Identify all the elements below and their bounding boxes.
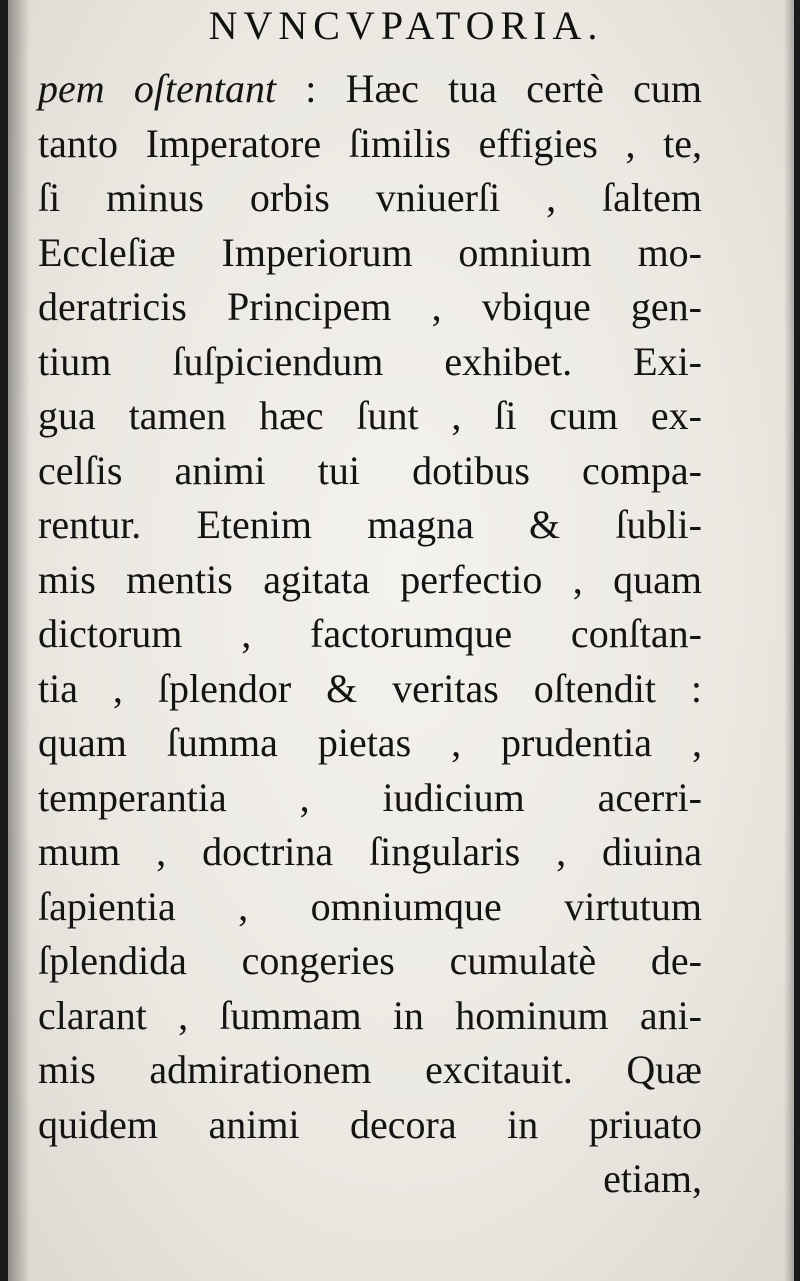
text-line: quidem animi decora in priuato (38, 1101, 702, 1147)
text-line: mis mentis agitata perfectio , quam (38, 556, 702, 602)
text-line: ſapientia , omniumque virtutum (38, 883, 702, 929)
text-line: tium ſuſpiciendum exhibet. Exi- (38, 338, 702, 384)
gutter-shadow (8, 0, 30, 1281)
text-line: temperantia , iudicium acerri- (38, 774, 702, 820)
book-page (8, 0, 794, 1281)
italic-phrase: pem oſtentant (38, 66, 277, 111)
text-line: gua tamen hæc ſunt , ſi cum ex- (38, 393, 702, 438)
text-line: Eccleſiæ Imperiorum omnium mo- (38, 229, 702, 275)
running-head: NVNCVPATORIA. (208, 3, 604, 48)
text-line: mum , doctrina ſingularis , diuina (38, 829, 702, 874)
text-line: ſplendida congeries cumulatè de- (38, 938, 702, 983)
text-line: clarant , ſummam in hominum ani- (38, 992, 702, 1038)
catchword: etiam, (603, 1156, 702, 1201)
text-line: mis admirationem excitauit. Quæ (38, 1047, 702, 1092)
text-line: ſi minus orbis vniuerſi , ſaltem (38, 175, 702, 220)
body-text (38, 62, 702, 1207)
text-line: quam ſumma pietas , prudentia , (38, 720, 702, 765)
text-line: tanto Imperatore ſimilis effigies , te, (38, 120, 702, 166)
text-line: celſis animi tui dotibus compa- (38, 447, 702, 493)
text-line: tia , ſplendor & veritas oſtendit : (38, 665, 702, 711)
text-line: dictorum , factorumque conſtan- (38, 611, 702, 656)
page-edge (784, 0, 794, 1281)
line-continuation: : Hæc tua certè cum (305, 66, 702, 111)
text-line (38, 62, 702, 117)
text-line: rentur. Etenim magna & ſubli- (38, 502, 702, 547)
text-line: deratricis Principem , vbique gen- (38, 284, 702, 329)
